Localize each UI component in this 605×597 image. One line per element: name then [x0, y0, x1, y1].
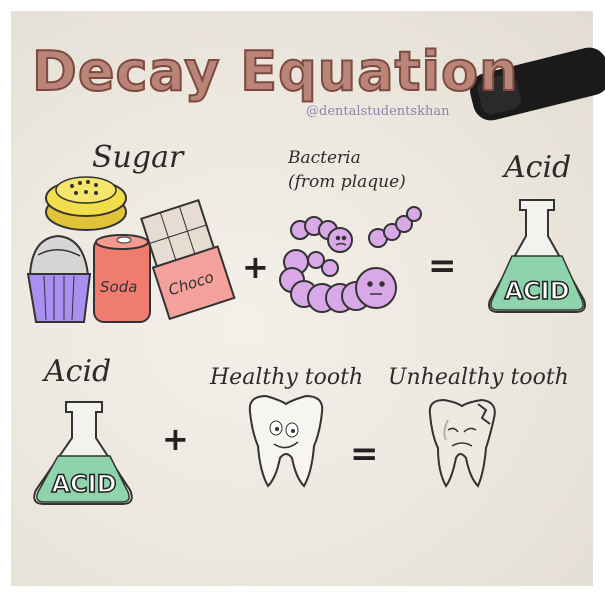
decayed-tooth-icon [430, 400, 495, 486]
acid-label: Acid [504, 150, 572, 185]
unhealthy-tooth-label: Unhealthy tooth [388, 365, 569, 390]
page-title: Decay Equation [32, 40, 519, 103]
plus-sign: + [242, 248, 269, 286]
healthy-tooth-icon [250, 396, 322, 486]
bacteria-icon [280, 207, 421, 312]
flask-label: ACID [51, 470, 117, 498]
bacteria-label: Bacteria (from plaque) [288, 148, 406, 192]
acid-label-2: Acid [44, 354, 112, 389]
biscuit-icon [46, 177, 126, 230]
plus-sign-2: + [162, 420, 189, 458]
healthy-tooth-label: Healthy tooth [210, 365, 364, 390]
soda-can-icon [94, 235, 150, 322]
soda-label: Soda [100, 278, 138, 296]
cupcake-icon [28, 236, 90, 322]
chocolate-bar-icon [138, 199, 235, 319]
choco-label: Choco [166, 267, 217, 300]
flask-label: ACID [504, 277, 570, 305]
equals-sign-2: = [350, 434, 379, 474]
author-handle: @dentalstudentskhan [306, 104, 450, 119]
flask-icon [34, 402, 132, 504]
sugar-label: Sugar [92, 140, 184, 175]
equals-sign: = [428, 246, 457, 286]
flask-icon [489, 200, 585, 312]
